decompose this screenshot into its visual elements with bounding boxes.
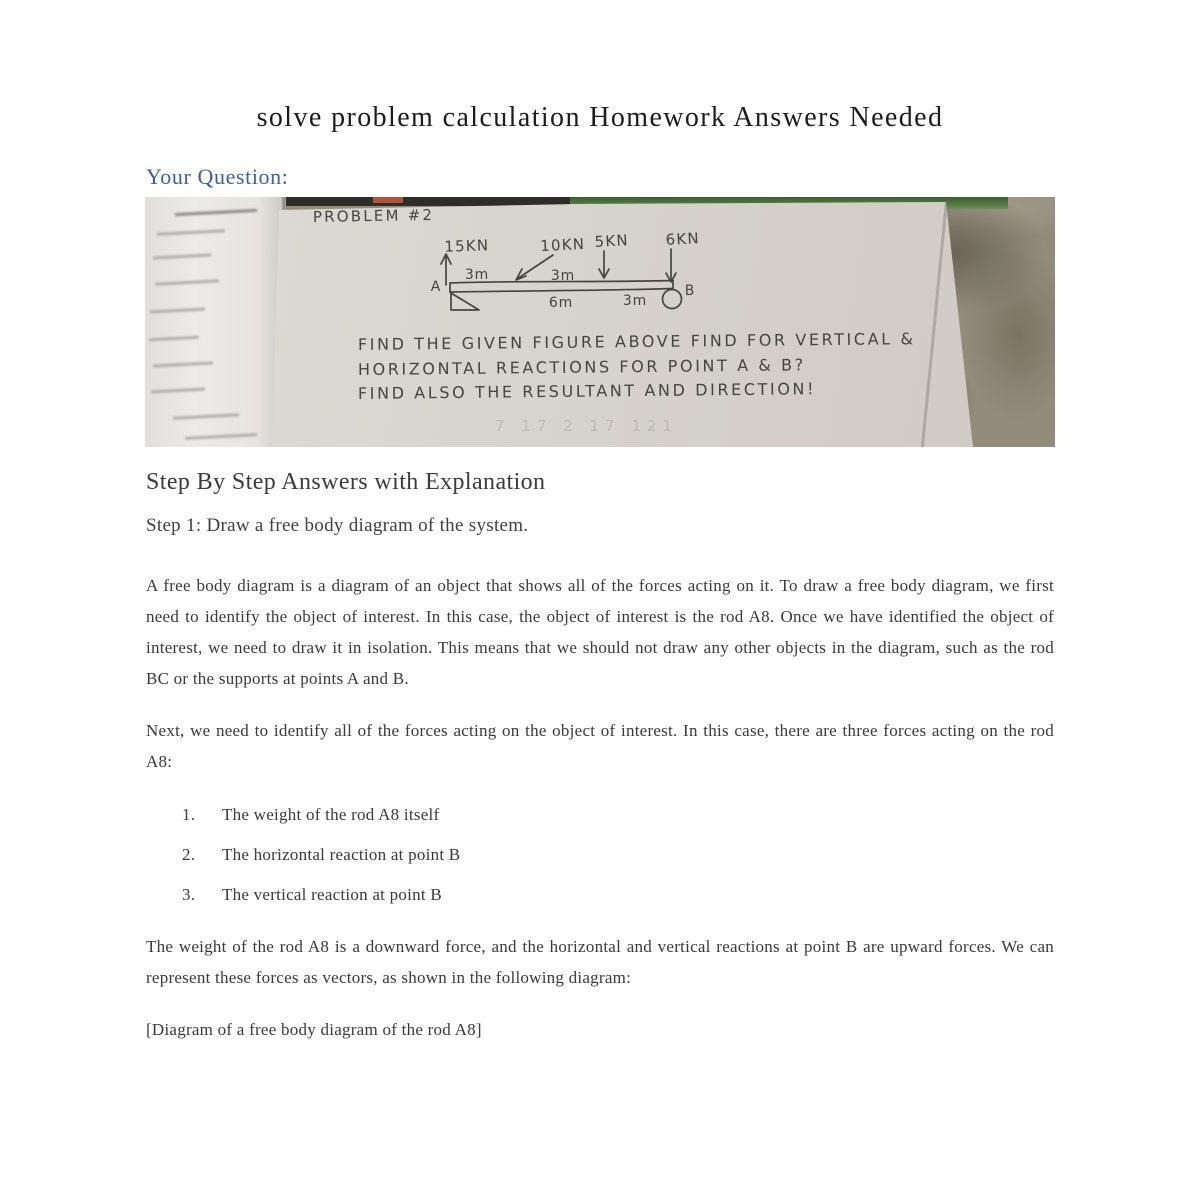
dim-label-3m-top-right: 3m (550, 268, 576, 284)
support-label-a: A (430, 279, 442, 295)
answer-paragraph-2: Next, we need to identify all of the forces acting on the object of interest. In this case, there are three forces acting on the rod A8: (146, 721, 1054, 771)
answer-paragraph-3: The weight of the rod A8 is a downward force, and the horizontal and vertical reactions at point B are upward forces. We can represent these forces as vectors, as shown in the following diagram: (146, 937, 1054, 987)
question-photo (145, 197, 1055, 447)
answers-heading: Step By Step Answers with Explanation (146, 469, 546, 495)
support-label-b: B (684, 283, 696, 299)
beam-diagram (145, 197, 1055, 447)
force-label-6kn: 6KN (665, 229, 701, 249)
dim-label-6m-bottom: 6m (548, 295, 574, 311)
page-title: solve problem calculation Homework Answers Needed (256, 102, 944, 133)
handwritten-question-line-2: HORIZONTAL REACTIONS FOR POINT A & B? (357, 355, 806, 379)
step-1-line: Step 1: Draw a free body diagram of the system. (146, 515, 529, 536)
forces-list (146, 799, 1054, 910)
pin-support-a (451, 293, 479, 310)
diagram-placeholder-text: [Diagram of a free body diagram of the rod A8] (146, 1020, 482, 1039)
handwritten-problem-title: PROBLEM #2 (312, 205, 435, 226)
handwritten-question-line-3: FIND ALSO THE RESULTANT AND DIRECTION! (357, 379, 817, 403)
list-item: The weight of the rod A8 itself (222, 805, 440, 824)
bleedthrough-marks: 7 17 2 17 121 (495, 417, 678, 435)
answer-paragraph-1: A free body diagram is a diagram of an object that shows all of the forces acting on it. To draw a free body diagram, we first need to identify the object of interest. In this case, the object of interest is the rod A8. Once we have identified the object of interest, we need to draw it in isolation. This means that we should not draw any other objects in the diagram, such as the rod BC or the supports at points A and B. (146, 576, 1054, 688)
beam-bottom-line (450, 289, 673, 293)
handwritten-question-line-1: FIND THE GIVEN FIGURE ABOVE FIND FOR VERTICAL & (357, 329, 916, 354)
your-question-heading: Your Question: (146, 164, 289, 189)
dim-label-3m-top-left: 3m (464, 267, 490, 283)
force-label-10kn: 10KN (539, 234, 586, 256)
roller-support-b (663, 290, 682, 309)
force-arrow-10kn (517, 255, 553, 279)
force-label-5kn: 5KN (594, 231, 630, 251)
dim-label-3m-bottom: 3m (622, 293, 648, 309)
force-label-15kn: 15KN (444, 236, 490, 256)
list-item: The vertical reaction at point B (222, 885, 442, 904)
list-item: The horizontal reaction at point B (222, 845, 461, 864)
